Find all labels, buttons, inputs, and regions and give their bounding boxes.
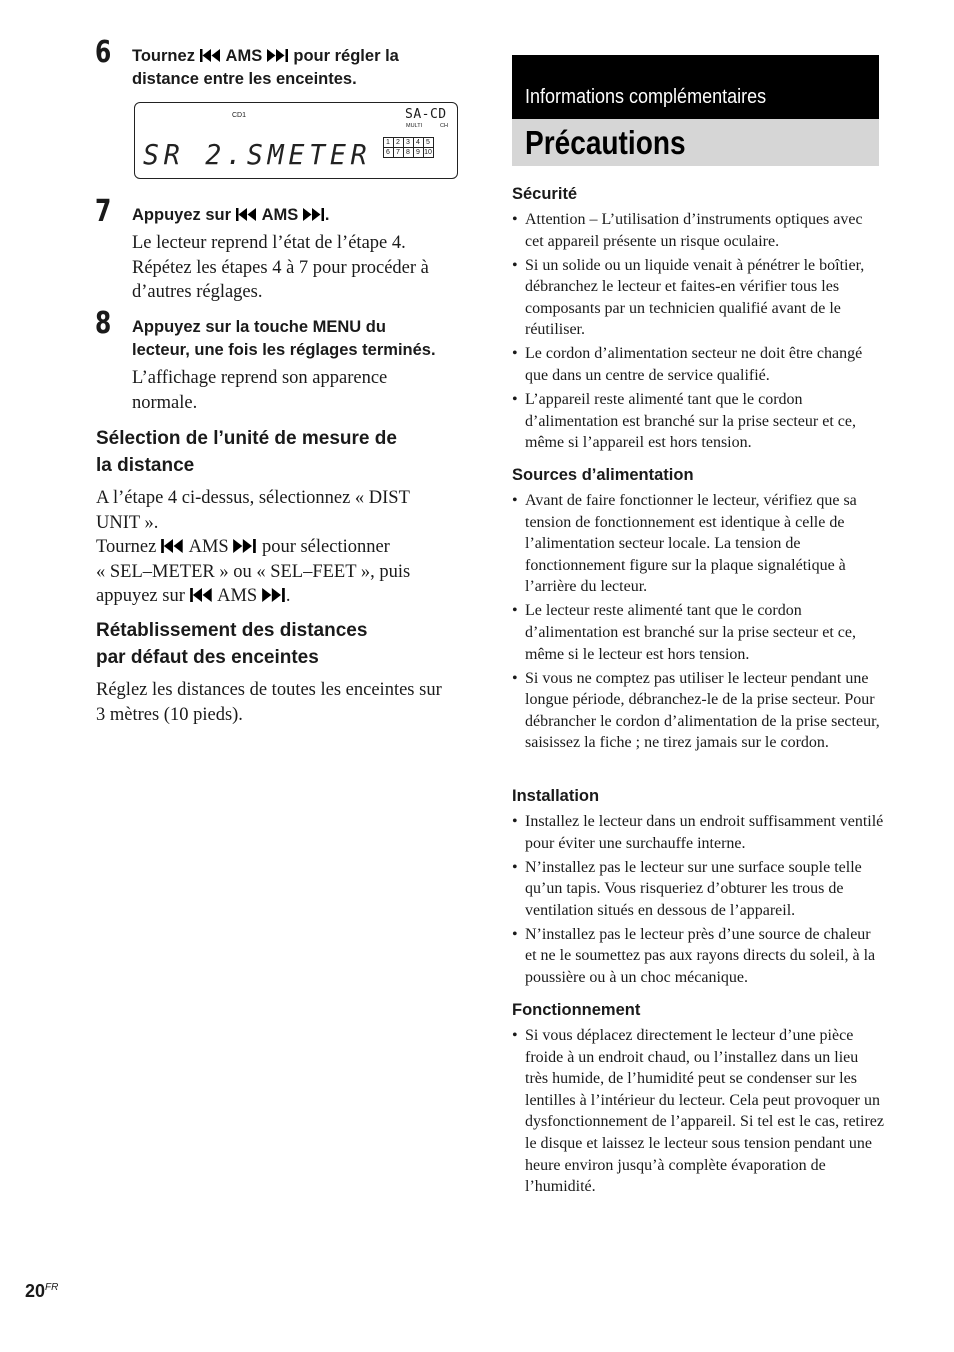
category-banner <box>512 55 879 119</box>
lcd-channel: 5 <box>423 137 434 148</box>
section-title-securite: Sécurité <box>512 185 578 203</box>
lcd-channel: 9 <box>413 147 424 158</box>
prev-track-icon <box>200 45 222 68</box>
next-track-icon <box>262 584 286 609</box>
list-item: • Si vous ne comptez pas utiliser le lecteur pendant une longue période, débranchez-le de la prise secteur. Pour débrancher le cordon d’alimentation de la prise secteur, saisissez la fiche ; ne tirez jamais sur le cordon. <box>512 668 884 754</box>
list-item: • Installez le lecteur dans un endroit suffisamment ventilé pour éviter une surchauffe interne. <box>512 811 884 854</box>
lcd-cd-label: CD1 <box>232 112 247 119</box>
step-7-heading: Appuyez sur AMS . <box>132 204 329 227</box>
list-fonctionnement <box>512 1025 884 1200</box>
lcd-display <box>134 102 458 179</box>
list-item: • Si un solide ou un liquide venait à pénétrer le boîtier, débranchez le lecteur et faites-en vérifier tous les composants par un technicien qualifié avant de le réutiliser. <box>512 255 884 341</box>
lcd-sacd-label: SA-CD <box>405 107 447 122</box>
next-track-icon <box>233 535 257 560</box>
list-item: • Le cordon d’alimentation secteur ne doit être changé que dans un centre de service qualifié. <box>512 343 884 386</box>
lcd-channel: 1 <box>383 137 394 148</box>
lcd-channel: 6 <box>383 147 394 158</box>
step-number-6: 6 <box>95 35 112 70</box>
language-code: FR <box>45 1282 59 1293</box>
list-item: • N’installez pas le lecteur sur une surface souple telle qu’un tapis. Vous risqueriez d’obturer les trous de ventilation situés en dessous de l’appareil. <box>512 857 884 922</box>
step-6-heading: Tournez AMS pour régler la distance entre les enceintes. <box>132 47 399 88</box>
section-title-fonctionnement: Fonctionnement <box>512 1001 641 1019</box>
section-unit-title: Sélection de l’unité de mesure de la distance <box>96 428 397 476</box>
section-title-installation: Installation <box>512 787 600 805</box>
section-reset-title: Rétablissement des distances par défaut des enceintes <box>96 620 368 668</box>
list-item: • Si vous déplacez directement le lecteur d’une pièce froide à un endroit chaud, ou l’installez dans un lieu très humide, de l’humidité peut se condenser sur les lentilles à l’intérieur du lecteur. Cela peut provoquer un dysfonctionnement de l’appareil. Si tel est le cas, retirez le disque et laissez le lecteur sous tension pendant une heure environ jusqu’à complète évaporation de l’humidité. <box>512 1025 884 1198</box>
prev-track-icon <box>236 204 258 227</box>
step-7-body: Le lecteur reprend l’état de l’étape 4. Répétez les étapes 4 à 7 pour procéder à d’autres réglages. <box>132 233 429 302</box>
step-number-7: 7 <box>95 194 112 229</box>
next-track-icon <box>303 204 325 227</box>
section-reset-body: Réglez les distances de toutes les enceintes sur 3 mètres (10 pieds). <box>96 680 442 725</box>
lcd-channel-grid <box>383 137 433 157</box>
prev-track-icon <box>190 584 214 609</box>
lcd-channel: 2 <box>393 137 404 148</box>
list-item: • N’installez pas le lecteur près d’une source de chaleur et ne le soumettez pas aux rayons directs du soleil, à la poussière ou à un choc mécanique. <box>512 924 884 989</box>
prev-track-icon <box>161 535 185 560</box>
lcd-channel: 4 <box>413 137 424 148</box>
category-title: Informations complémentaires <box>525 86 767 108</box>
lcd-multi-label: MULTI <box>406 123 423 129</box>
step-number-8: 8 <box>95 306 112 341</box>
list-securite <box>512 209 884 456</box>
list-item: • Avant de faire fonctionner le lecteur, vérifiez que sa tension de fonctionnement est identique à celle de l’alimentation secteur locale. La tension de fonctionnement figure sur la plaque signalétique à l’arrière du lecteur. <box>512 490 884 598</box>
step-8-heading: Appuyez sur la touche MENU du lecteur, une fois les réglages terminés. <box>132 318 436 359</box>
lcd-channel: 10 <box>424 148 432 156</box>
list-item: • L’appareil reste alimenté tant que le cordon d’alimentation est branché sur la prise secteur et ce, même si l’appareil est hors tension. <box>512 389 884 454</box>
step-8-body: L’affichage reprend son apparence normale. <box>132 368 388 413</box>
list-item: • Attention – L’utilisation d’instruments optiques avec cet appareil présente un risque oculaire. <box>512 209 884 252</box>
lcd-channel: 8 <box>403 147 414 158</box>
title-banner <box>512 119 879 166</box>
section-unit-body: A l’étape 4 ci-dessus, sélectionnez « DIST UNIT ». Tournez AMS pour sélectionner « SEL–METER » ou « SEL–FEET », puis appuyez sur AMS . <box>96 486 410 609</box>
list-sources <box>512 490 884 756</box>
lcd-ch-label: CH <box>440 123 448 129</box>
lcd-channel: 3 <box>403 137 414 148</box>
lcd-main-text: SR 2.SMETER <box>143 138 372 171</box>
page-number: $20^{FR}$ <box>25 1281 59 1301</box>
section-title-sources: Sources d’alimentation <box>512 466 694 484</box>
lcd-channel: 7 <box>393 147 404 158</box>
list-item: • Le lecteur reste alimenté tant que le cordon d’alimentation est branché sur la prise secteur et ce, même si le lecteur est hors tension. <box>512 600 884 665</box>
page-title: Précautions <box>525 124 686 161</box>
list-installation <box>512 811 884 991</box>
next-track-icon <box>267 45 289 68</box>
